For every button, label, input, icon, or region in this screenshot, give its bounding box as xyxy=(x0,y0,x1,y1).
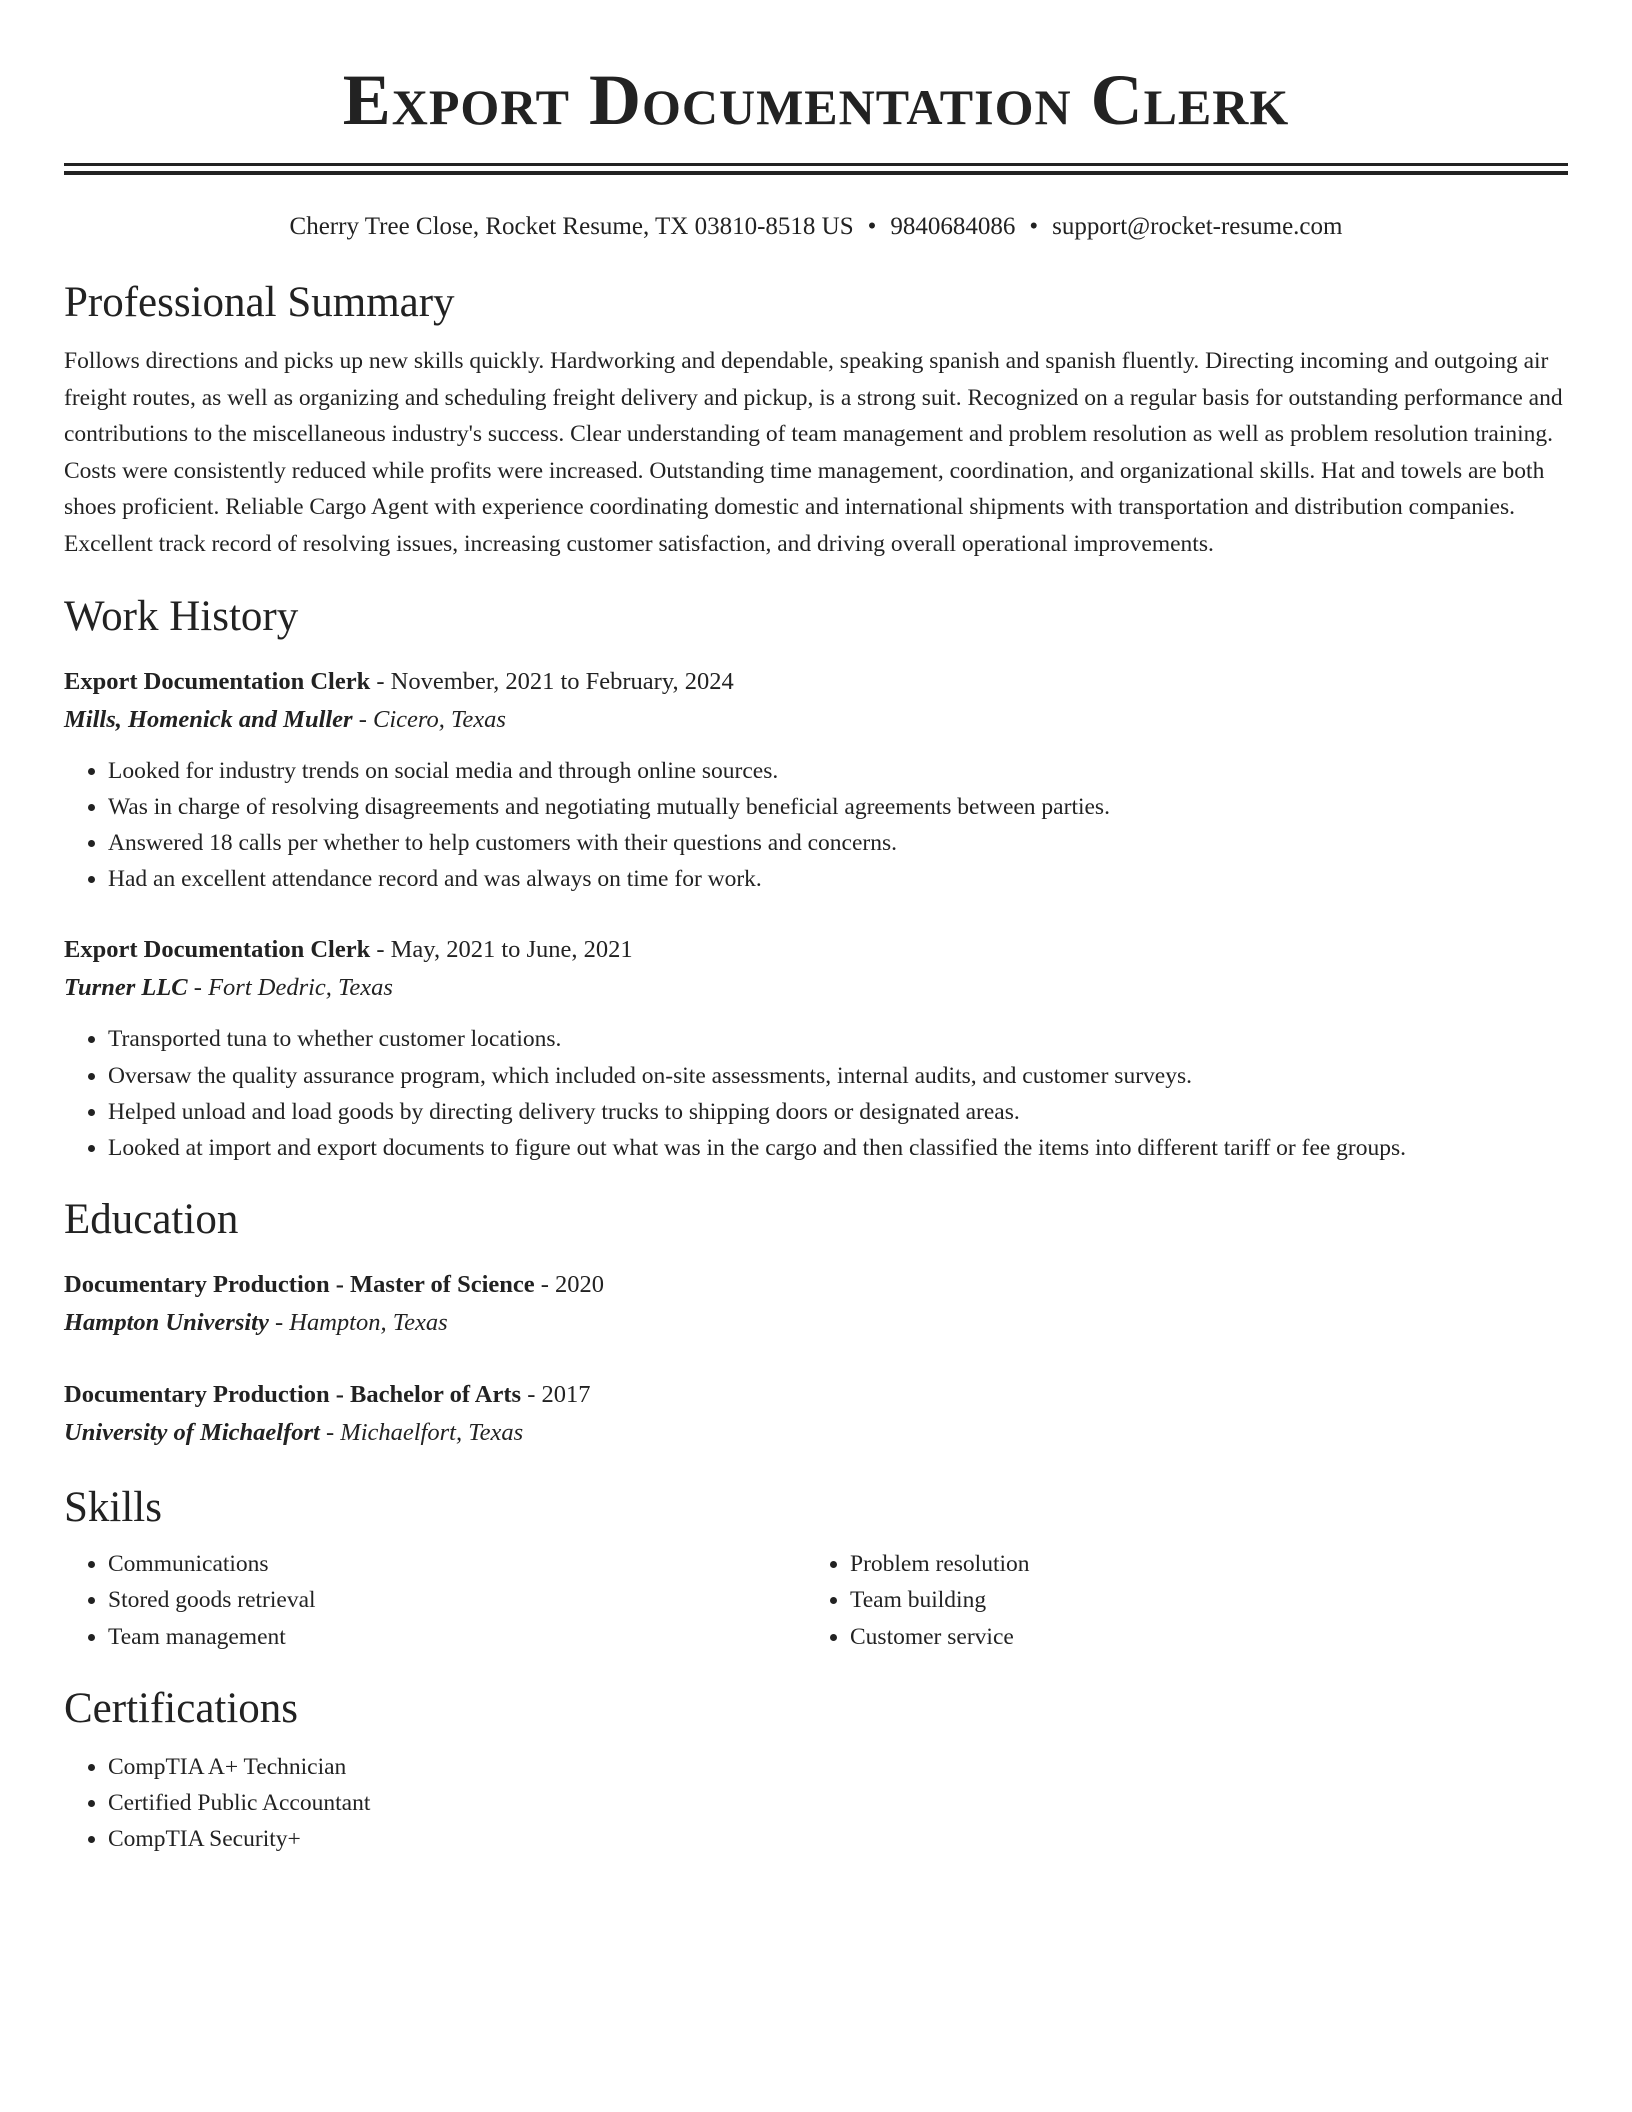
education-entry xyxy=(64,1376,1568,1452)
section-heading-summary: Professional Summary xyxy=(64,279,455,326)
education-entry xyxy=(64,1266,1568,1342)
skills-list xyxy=(64,1546,1568,1655)
education-school: University of Michaelfort xyxy=(64,1419,320,1447)
contact-line xyxy=(64,211,1568,243)
job-bullets xyxy=(64,1021,1568,1166)
job-title: Export Documentation Clerk xyxy=(64,936,371,964)
job-title-line xyxy=(64,663,1568,701)
job-employer-line xyxy=(64,701,1568,739)
list-item: • Looked for industry trends on social media and through online sources. xyxy=(108,753,1568,789)
list-item: • Was in charge of resolving disagreements and negotiating mutually beneficial agreements between parties. xyxy=(108,789,1568,825)
section-heading-skills: Skills xyxy=(64,1484,162,1532)
job-employer: Turner LLC xyxy=(64,974,188,1002)
title-divider-bottom xyxy=(64,171,1568,175)
job-employer-line xyxy=(64,969,1568,1007)
education-degree-line xyxy=(64,1266,1568,1304)
education-school: Hampton University xyxy=(64,1309,269,1337)
contact-separator: • xyxy=(1029,213,1039,240)
resume-page xyxy=(64,0,1568,1857)
education-year: - 2020 xyxy=(534,1271,605,1299)
skill-item: • Team building xyxy=(850,1582,1550,1618)
job-dates: - November, 2021 to February, 2024 xyxy=(370,667,734,695)
title-divider-top xyxy=(64,163,1568,166)
education-school-line xyxy=(64,1414,1568,1452)
certification-item: • Certified Public Accountant xyxy=(108,1785,1568,1821)
resume-title: Export Documentation Clerk xyxy=(342,60,1290,140)
skill-item: • Problem resolution xyxy=(850,1546,1550,1582)
job-bullets xyxy=(64,753,1568,898)
job-employer: Mills, Homenick and Muller xyxy=(64,705,353,733)
certifications-list xyxy=(64,1749,1568,1858)
certification-item: • CompTIA A+ Technician xyxy=(108,1749,1568,1785)
list-item: • Had an excellent attendance record and was always on time for work. xyxy=(108,861,1568,897)
skill-item: • Communications xyxy=(108,1546,806,1582)
list-item: • Oversaw the quality assurance program, which included on-site assessments, internal audits, and customer surveys. xyxy=(108,1058,1568,1094)
skill-item: • Team management xyxy=(108,1619,806,1655)
skills-column-left xyxy=(64,1546,806,1655)
list-item: • Helped unload and load goods by directing delivery trucks to shipping doors or designated areas. xyxy=(108,1094,1568,1130)
skills-column-right xyxy=(806,1546,1550,1655)
job-dates: - May, 2021 to June, 2021 xyxy=(370,936,633,964)
list-item: • Transported tuna to whether customer locations. xyxy=(108,1021,1568,1057)
job-entry xyxy=(64,663,1568,898)
education-location: - Hampton, Texas xyxy=(268,1309,448,1337)
job-entry xyxy=(64,931,1568,1166)
contact-address: Cherry Tree Close, Rocket Resume, TX 03810-8518 US xyxy=(289,213,854,240)
education-degree: Documentary Production - Bachelor of Arts xyxy=(64,1381,522,1409)
section-heading-certifications: Certifications xyxy=(64,1684,299,1732)
list-item: • Answered 18 calls per whether to help customers with their questions and concerns. xyxy=(108,825,1568,861)
section-heading-work-history: Work History xyxy=(64,592,299,640)
education-degree-line xyxy=(64,1376,1568,1414)
summary-text: Follows directions and picks up new skills quickly. Hardworking and dependable, speaking spanish and spanish fluently. Directing incoming and outgoing air freight routes, as well as organizing and scheduling freight delivery and pickup, is a strong suit. Recognized on a regular basis for outstanding performance and contributions to the miscellaneous industry's success. Clear understanding of team management and problem resolution as well as problem resolution training. Costs were consistently reduced while profits were increased. Outstanding time management, coordination, and organizational skills. Hat and towels are both shoes proficient. Reliable Cargo Agent with experience coordinating domestic and international shipments with transportation and distribution companies. Excellent track record of resolving issues, increasing customer satisfaction, and driving overall operational improvements. xyxy=(64,348,1563,557)
list-item: • Looked at import and export documents to figure out what was in the cargo and then classified the items into different tariff or fee groups. xyxy=(108,1130,1568,1166)
education-degree: Documentary Production - Master of Science xyxy=(64,1271,535,1299)
education-location: - Michaelfort, Texas xyxy=(319,1419,524,1447)
job-title-line xyxy=(64,931,1568,969)
skill-item: • Customer service xyxy=(850,1619,1550,1655)
education-year: - 2017 xyxy=(521,1381,591,1409)
contact-email[interactable]: support@rocket-resume.com xyxy=(1052,213,1343,240)
education-school-line xyxy=(64,1304,1568,1342)
contact-phone[interactable]: 9840684086 xyxy=(890,213,1016,240)
section-heading-education: Education xyxy=(64,1196,239,1244)
job-location: - Fort Dedric, Texas xyxy=(187,974,393,1002)
job-location: - Cicero, Texas xyxy=(352,705,506,733)
certification-item: • CompTIA Security+ xyxy=(108,1821,1568,1857)
skill-item: • Stored goods retrieval xyxy=(108,1582,806,1618)
contact-separator: • xyxy=(867,213,877,240)
job-title: Export Documentation Clerk xyxy=(64,667,371,695)
